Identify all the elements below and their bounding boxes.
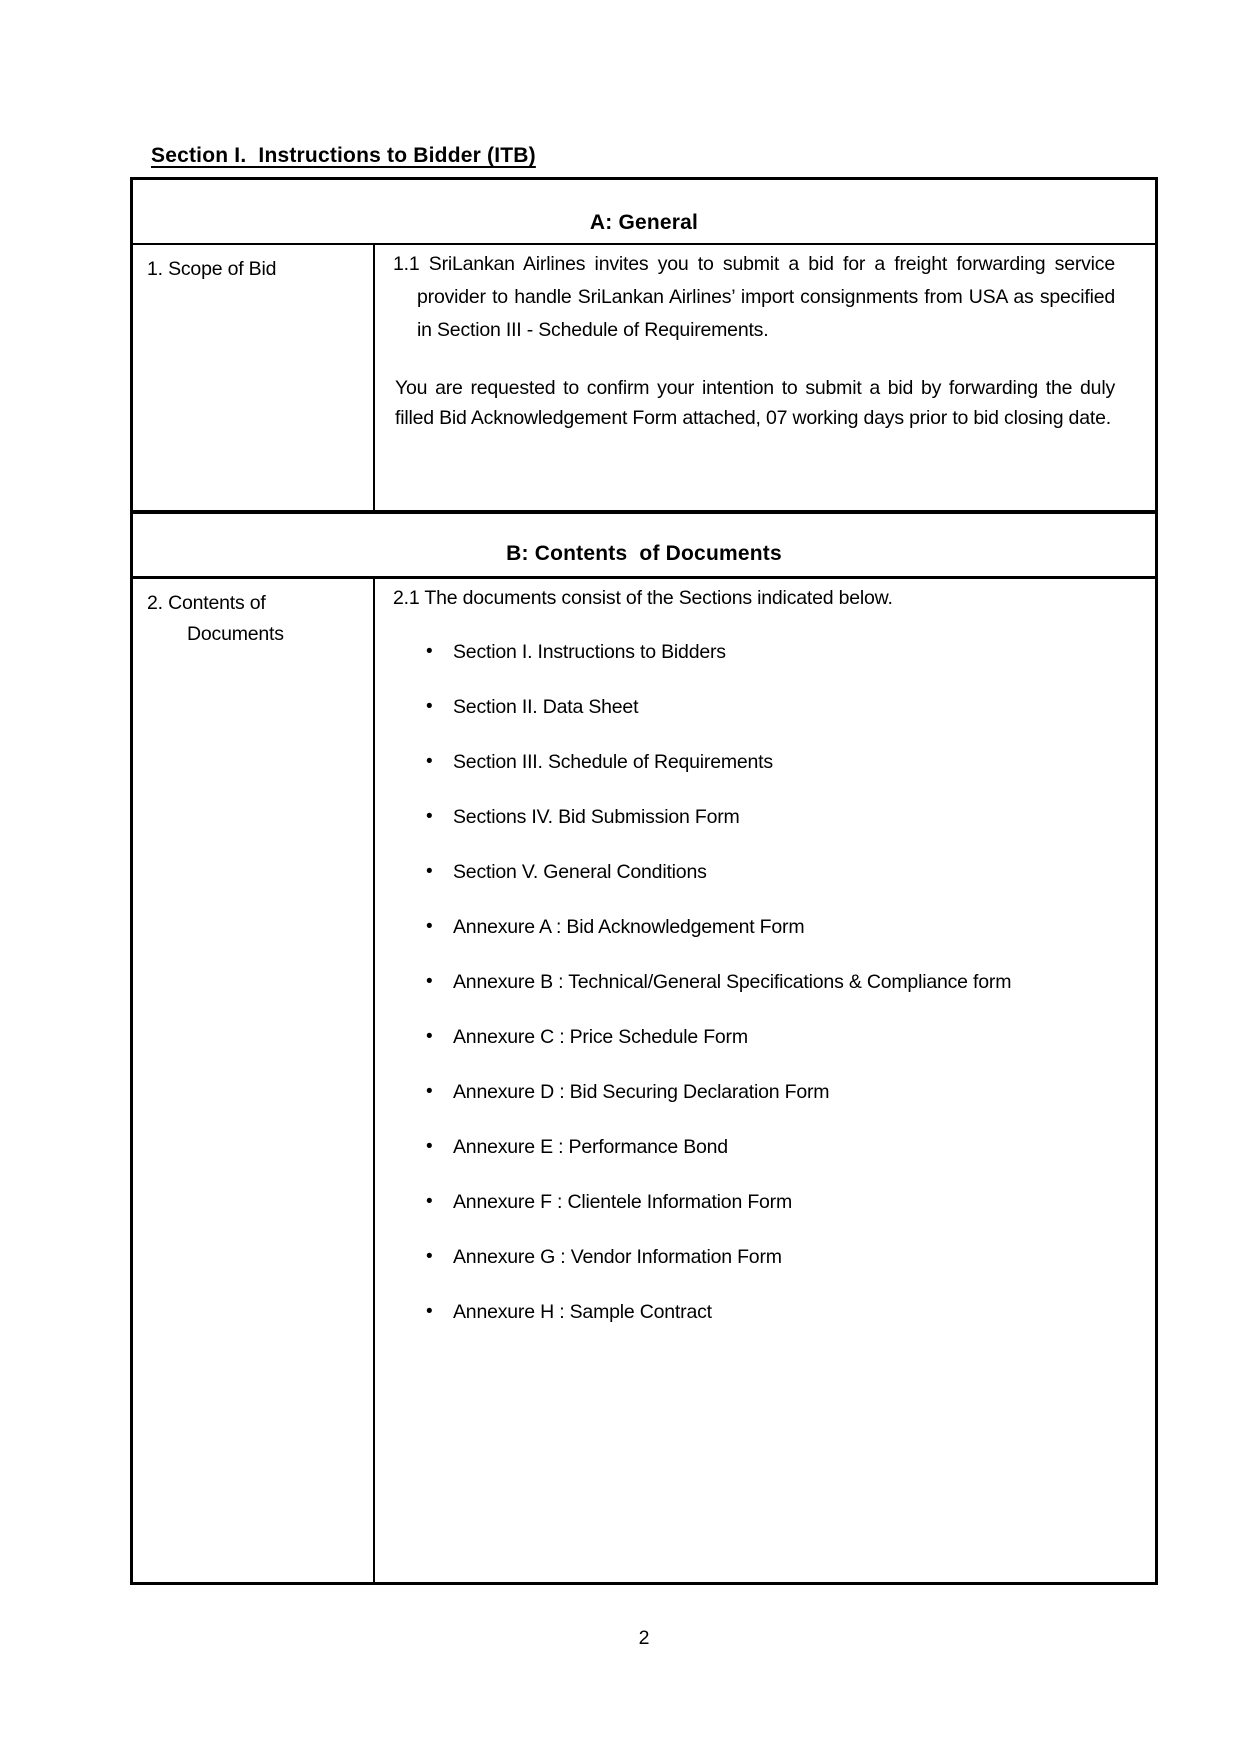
- bullet-icon: •: [426, 971, 433, 992]
- list-item-text: Annexure E : Performance Bond: [453, 1136, 728, 1158]
- list-item: [393, 1077, 1115, 1108]
- clause-1-1: [393, 248, 1115, 347]
- page-number: 2: [638, 1627, 650, 1649]
- list-item: [393, 1297, 1115, 1328]
- clause-2-1: [393, 582, 1115, 615]
- clause-1-1-note: You are requested to confirm your intention to submit a bid by forwarding the duly filled Bid Acknowledgement Form attached, 07 working days prior to bid closing date.: [395, 377, 1115, 429]
- list-item-text: Annexure G : Vendor Information Form: [453, 1246, 782, 1268]
- list-item-text: Annexure A : Bid Acknowledgement Form: [453, 916, 805, 938]
- list-item-text: Annexure D : Bid Securing Declaration Form: [453, 1081, 830, 1103]
- contents-label-line2: Documents: [187, 623, 284, 645]
- scope-body-cell: [375, 245, 1155, 510]
- section-a-header: A: General: [133, 180, 1155, 245]
- list-item-text: Section III. Schedule of Requirements: [453, 751, 773, 773]
- list-item: [393, 967, 1115, 998]
- list-item: [393, 857, 1115, 888]
- clause-1-1-text: SriLankan Airlines invites you to submit a bid for a freight forwarding service provider to handle SriLankan Airlines’ import consignments from USA as specified in Section III - Schedule of Requirements.: [417, 253, 1116, 341]
- list-item: [393, 1242, 1115, 1273]
- list-item-text: Annexure H : Sample Contract: [453, 1301, 712, 1323]
- bullet-icon: •: [426, 641, 433, 662]
- list-item-text: Section I. Instructions to Bidders: [453, 641, 726, 663]
- bullet-icon: •: [426, 1191, 433, 1212]
- list-item: [393, 1187, 1115, 1218]
- list-item-text: Section II. Data Sheet: [453, 696, 639, 718]
- bullet-icon: •: [426, 751, 433, 772]
- list-item-text: Annexure B : Technical/General Specifications & Compliance form: [453, 971, 1012, 993]
- bullet-icon: •: [426, 1301, 433, 1322]
- bullet-icon: •: [426, 1026, 433, 1047]
- list-item: [393, 1132, 1115, 1163]
- list-item: [393, 1022, 1115, 1053]
- page-title: Section I. Instructions to Bidder (ITB): [151, 144, 536, 167]
- bullet-icon: •: [426, 696, 433, 717]
- bullet-icon: •: [426, 916, 433, 937]
- list-item: [393, 692, 1115, 723]
- bullet-icon: •: [426, 1246, 433, 1267]
- table-row-scope-of-bid: [133, 245, 1155, 514]
- clause-1-1-number: 1.1: [393, 253, 420, 275]
- contents-label-line1: 2. Contents of: [147, 592, 266, 614]
- itb-table: [130, 177, 1158, 1585]
- list-item-text: Annexure F : Clientele Information Form: [453, 1191, 793, 1213]
- scope-label-cell: [133, 245, 375, 510]
- list-item: [393, 747, 1115, 778]
- list-item-text: Sections IV. Bid Submission Form: [453, 806, 740, 828]
- clause-2-1-number: 2.1: [393, 587, 420, 609]
- list-item-text: Annexure C : Price Schedule Form: [453, 1026, 748, 1048]
- bullet-icon: •: [426, 1136, 433, 1157]
- list-item: [393, 802, 1115, 833]
- table-row-contents-of-documents: [133, 579, 1155, 1582]
- contents-body-cell: [375, 579, 1155, 1582]
- documents-list: [393, 637, 1115, 1328]
- clause-2-1-text: The documents consist of the Sections indicated below.: [424, 587, 893, 609]
- bullet-icon: •: [426, 806, 433, 827]
- contents-label-cell: [133, 579, 375, 1582]
- scope-label: 1. Scope of Bid: [147, 258, 277, 280]
- section-b-header: B: Contents of Documents: [133, 514, 1155, 579]
- bullet-icon: •: [426, 861, 433, 882]
- list-item: [393, 912, 1115, 943]
- bullet-icon: •: [426, 1081, 433, 1102]
- list-item-text: Section V. General Conditions: [453, 861, 707, 883]
- list-item: [393, 637, 1115, 668]
